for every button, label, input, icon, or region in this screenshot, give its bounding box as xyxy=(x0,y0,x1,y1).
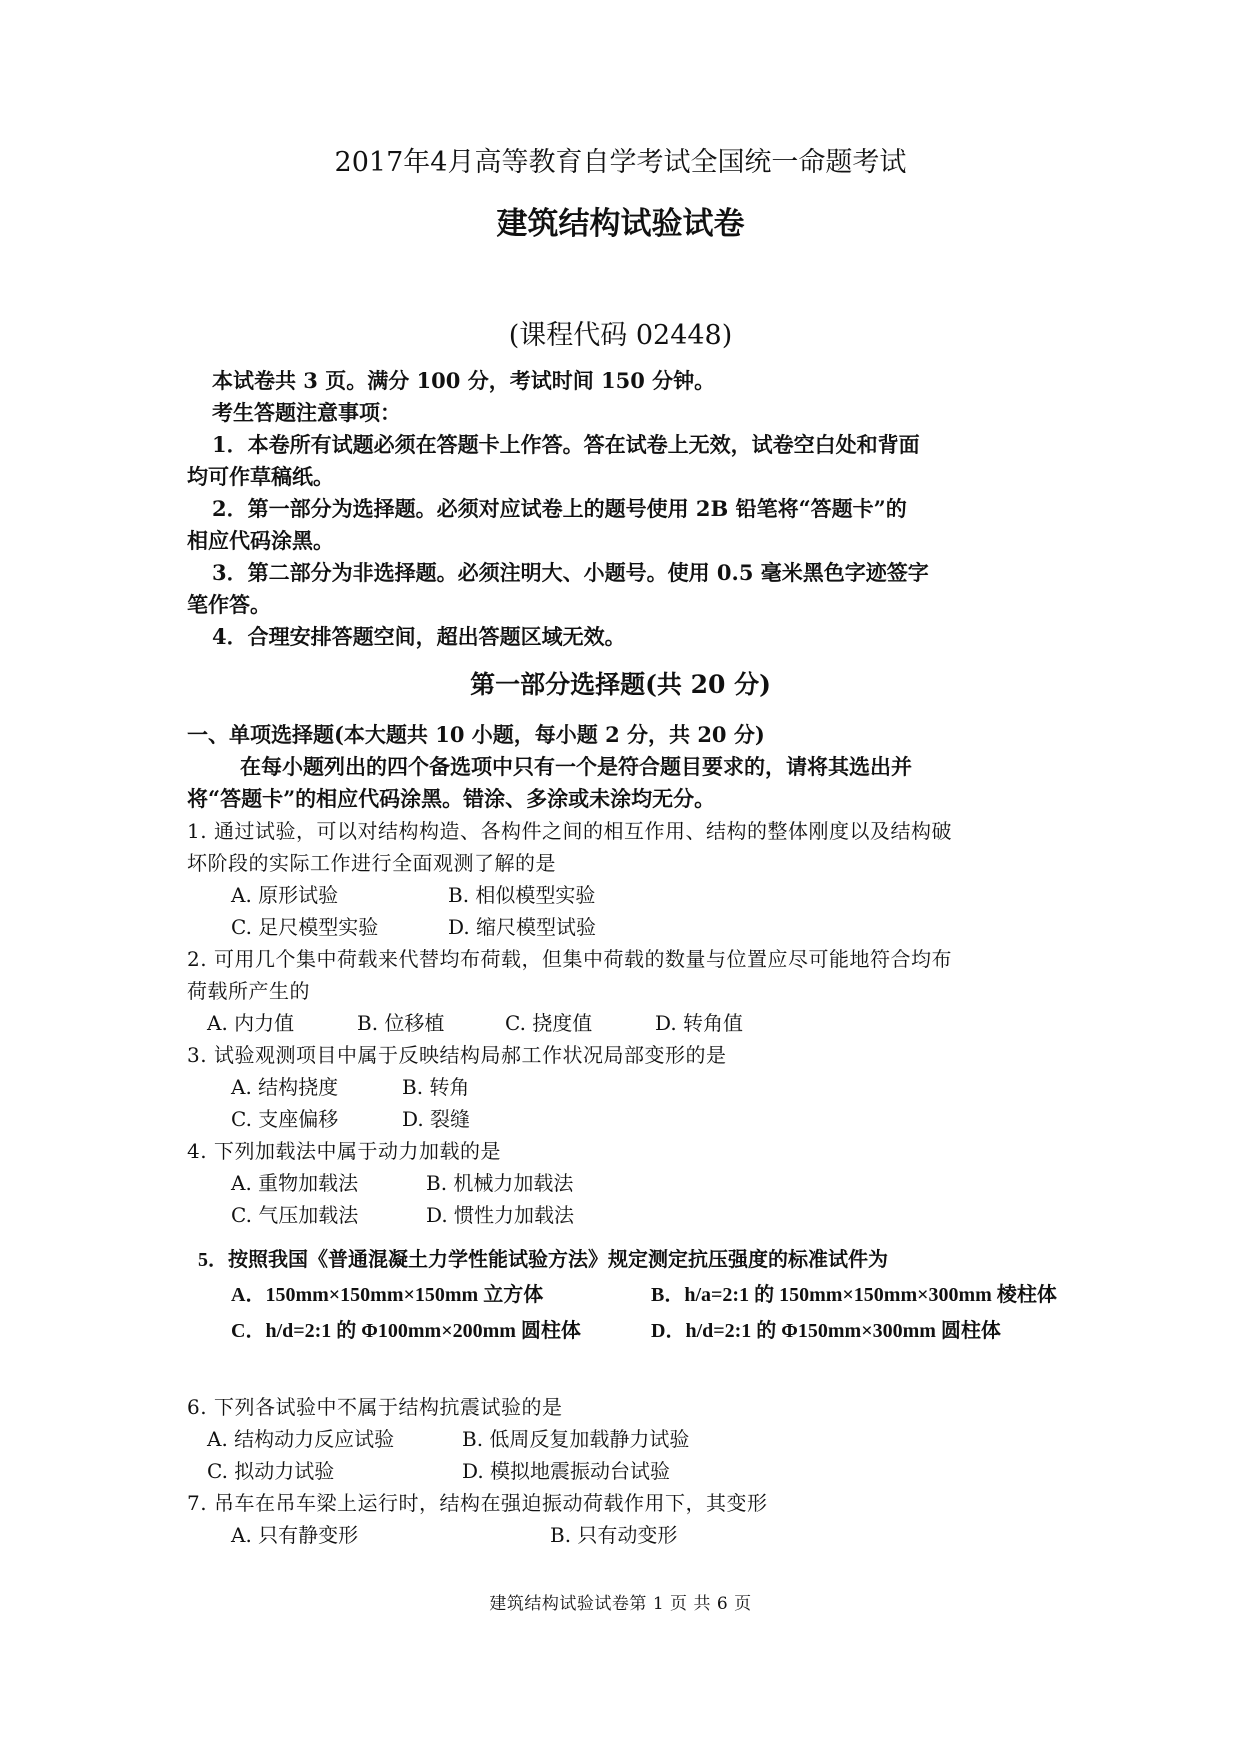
question-1-option-b: B. 相似模型实验 xyxy=(448,883,596,907)
question-1-option-d: D. 缩尺模型试验 xyxy=(448,915,597,939)
question-4-option-a: A. 重物加载法 xyxy=(231,1171,359,1195)
note-3-line-1: 3．第二部分为非选择题。必须注明大、小题号。使用 0.5 毫米黑色字迹签字 xyxy=(212,560,929,585)
question-5-option-b: B．h/a=2:1 的 150mm×150mm×300mm 棱柱体 xyxy=(651,1284,1057,1306)
question-4-stem: 4. 下列加载法中属于动力加载的是 xyxy=(187,1139,501,1163)
question-6-stem: 6. 下列各试验中不属于结构抗震试验的是 xyxy=(187,1395,563,1419)
question-5-stem: 5．按照我国《普通混凝土力学性能试验方法》规定测定抗压强度的标准试件为 xyxy=(198,1249,888,1271)
instruction-line-1: 在每小题列出的四个备选项中只有一个是符合题目要求的，请将其选出并 xyxy=(240,754,912,779)
note-1-line-1: 1．本卷所有试题必须在答题卡上作答。答在试卷上无效，试卷空白处和背面 xyxy=(212,432,920,457)
note-3-line-2: 笔作答。 xyxy=(187,592,271,617)
question-7-option-b: B. 只有动变形 xyxy=(550,1523,678,1547)
question-2-stem-line-2: 荷载所产生的 xyxy=(187,979,310,1003)
question-2-option-a: A. 内力值 xyxy=(207,1011,295,1035)
question-5-option-c: C．h/d=2:1 的 Φ100mm×200mm 圆柱体 xyxy=(231,1320,581,1342)
question-4-option-b: B. 机械力加载法 xyxy=(426,1171,574,1195)
question-6-option-c: C. 拟动力试验 xyxy=(207,1459,335,1483)
exam-summary: 本试卷共 3 页。满分 100 分，考试时间 150 分钟。 xyxy=(212,368,716,393)
question-3-option-b: B. 转角 xyxy=(402,1075,470,1099)
question-6-option-a: A. 结构动力反应试验 xyxy=(207,1427,395,1451)
note-1-line-2: 均可作草稿纸。 xyxy=(187,464,334,489)
question-1-stem-line-2: 坏阶段的实际工作进行全面观测了解的是 xyxy=(187,851,556,875)
question-7-option-a: A. 只有静变形 xyxy=(231,1523,359,1547)
question-7-stem: 7. 吊车在吊车梁上运行时，结构在强迫振动荷载作用下，其变形 xyxy=(187,1491,768,1515)
section-title: 一、单项选择题(本大题共 10 小题，每小题 2 分，共 20 分) xyxy=(187,722,765,747)
exam-title: 2017年4月高等教育自学考试全国统一命题考试 xyxy=(334,147,907,178)
question-4-option-c: C. 气压加载法 xyxy=(231,1203,359,1227)
question-6-option-d: D. 模拟地震振动台试验 xyxy=(462,1459,671,1483)
question-2-option-b: B. 位移植 xyxy=(357,1011,445,1035)
question-3-stem: 3. 试验观测项目中属于反映结构局郝工作状况局部变形的是 xyxy=(187,1043,727,1067)
course-code: (课程代码 02448) xyxy=(508,320,733,351)
question-2-option-c: C. 挠度值 xyxy=(505,1011,593,1035)
question-4-option-d: D. 惯性力加载法 xyxy=(426,1203,575,1227)
question-1-option-c: C. 足尺模型实验 xyxy=(231,915,379,939)
instruction-line-2: 将“答题卡”的相应代码涂黑。错涂、多涂或未涂均无分。 xyxy=(187,786,716,811)
question-5-option-a: A．150mm×150mm×150mm 立方体 xyxy=(231,1284,544,1306)
question-3-option-a: A. 结构挠度 xyxy=(231,1075,339,1099)
question-1-stem-line-1: 1. 通过试验，可以对结构构造、各构件之间的相互作用、结构的整体刚度以及结构破 xyxy=(187,819,952,843)
question-1-option-a: A. 原形试验 xyxy=(231,883,339,907)
part1-heading: 第一部分选择题(共 20 分) xyxy=(470,670,771,699)
question-3-option-d: D. 裂缝 xyxy=(402,1107,471,1131)
question-2-option-d: D. 转角值 xyxy=(655,1011,744,1035)
notice-heading: 考生答题注意事项： xyxy=(212,400,401,425)
note-4-line-1: 4．合理安排答题空间，超出答题区域无效。 xyxy=(212,624,626,649)
note-2-line-2: 相应代码涂黑。 xyxy=(187,528,334,553)
question-6-option-b: B. 低周反复加载静力试验 xyxy=(462,1427,690,1451)
note-2-line-1: 2．第一部分为选择题。必须对应试卷上的题号使用 2B 铅笔将“答题卡”的 xyxy=(212,496,907,521)
question-5-option-d: D．h/d=2:1 的 Φ150mm×300mm 圆柱体 xyxy=(651,1320,1001,1342)
exam-subtitle: 建筑结构试验试卷 xyxy=(496,206,745,242)
question-3-option-c: C. 支座偏移 xyxy=(231,1107,339,1131)
page-footer: 建筑结构试验试卷第 1 页 共 6 页 xyxy=(489,1594,752,1614)
question-2-stem-line-1: 2. 可用几个集中荷载来代替均布荷载，但集中荷载的数量与位置应尽可能地符合均布 xyxy=(187,947,952,971)
